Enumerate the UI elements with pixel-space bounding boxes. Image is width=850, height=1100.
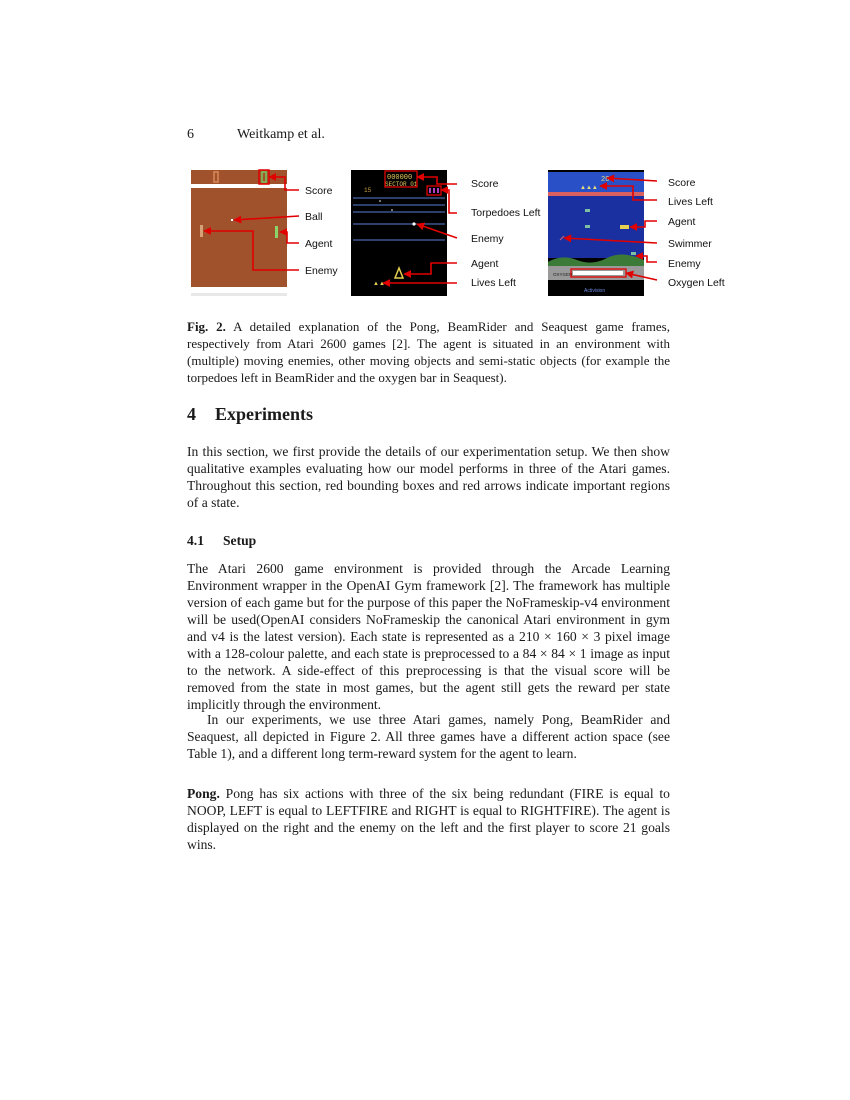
beam-score-text: 000000 [387, 174, 413, 182]
beam-sector-text: SECTOR 01 [385, 181, 418, 188]
sea-water [548, 196, 644, 258]
svg-text:▲▲▲: ▲▲▲ [580, 185, 598, 191]
subsection-heading [187, 533, 256, 549]
setup-paragraph-2: In our experiments, we use three Atari games, namely Pong, BeamRider and Seaquest, all depicted in Figure 2. All three games have a different action space (see Table 1), and a different long term-reward system for the agent to learn. [187, 712, 670, 761]
beam-label-2: Enemy [471, 233, 504, 245]
figure-2-graphic [187, 168, 727, 298]
section-heading [187, 404, 313, 425]
beam-label-0: Score [471, 178, 499, 190]
section-title: Experiments [215, 404, 313, 424]
sea-label-2: Agent [668, 216, 696, 228]
beamrider-panel [351, 170, 541, 296]
pong-run-in-heading: Pong. [187, 786, 220, 801]
figure-2 [187, 168, 727, 298]
running-authors: Weitkamp et al. [237, 127, 325, 142]
svg-text:▲▲: ▲▲ [373, 281, 385, 287]
pong-label-0: Score [305, 185, 333, 197]
sea-brand-text: Activision [584, 288, 606, 294]
section-number: 4 [187, 404, 196, 424]
page-number: 6 [187, 127, 194, 142]
pong-paragraph [187, 785, 670, 853]
running-head [187, 127, 325, 143]
sea-label-4: Enemy [668, 258, 701, 270]
setup-paragraph-1: The Atari 2600 game environment is provided through the Arcade Learning Environment wrapper in the OpenAI Gym framework [2]. The framework has multiple version of each game but for the purpose of this paper the NoFrameskip-v4 environment will be used(OpenAI considers NoFrameskip the canonical Atari environment in gym and v4 is the latest version). Each state is represented as a 210 × 160 × 3 pixel image with a 128-colour palette, and each state is preprocessed to a 84 × 84 × 1 image as input to the network. A side-effect of this preprocessing is that the visual score will be removed from the state in most games, but the agent still gets the reward per state implicitly through the environment. [187, 561, 670, 712]
sea-score-text: 20 [601, 176, 610, 184]
sea-label-5: Oxygen Left [668, 277, 725, 289]
pong-ball [231, 219, 233, 221]
beam-label-1: Torpedoes Left [471, 207, 541, 219]
beam-enemies-text: 15 [364, 187, 372, 194]
subsection-number: 4.1 [187, 533, 204, 548]
sea-oxygen-bar [573, 271, 623, 275]
pong-enemy-paddle [200, 225, 203, 237]
pong-label-1: Ball [305, 211, 323, 223]
figure-caption [187, 318, 670, 386]
caption-text: A detailed explanation of the Pong, BeamRider and Seaquest game frames, respectively from Atari 2600 games [2]. The agent is situated in an environment with (multiple) moving enemies, other moving objects and semi-static objects (for example the torpedoes left in BeamRider and the oxygen bar in Seaquest). [187, 319, 670, 385]
section-intro: In this section, we first provide the details of our experimentation setup. We then show qualitative examples evaluating how our model performs in three of the Atari games. Throughout this section, red bounding boxes and red arrows indicate important regions of a state. [187, 444, 670, 510]
sea-label-3: Swimmer [668, 238, 712, 250]
beam-label-3: Agent [471, 258, 499, 270]
sea-label-1: Lives Left [668, 196, 713, 208]
pong-panel [191, 170, 338, 296]
subsection-title: Setup [223, 533, 257, 548]
sea-oxygen-text: OXYGEN [553, 272, 573, 277]
pong-label-3: Enemy [305, 265, 338, 277]
pong-agent-paddle [275, 226, 278, 238]
seaquest-panel [548, 170, 725, 296]
sea-enemy [631, 252, 636, 255]
beam-enemy [412, 222, 415, 225]
sea-label-0: Score [668, 177, 696, 189]
pong-label-2: Agent [305, 238, 333, 250]
beam-label-4: Lives Left [471, 277, 516, 289]
caption-label: Fig. 2. [187, 319, 226, 334]
pong-paragraph-text: Pong has six actions with three of the six being redundant (FIRE is equal to NOOP, LEFT is equal to LEFTFIRE and RIGHT is equal to RIGHTFIRE). The agent is displayed on the right and the enemy on the left and the first player to score 21 goals wins. [187, 786, 670, 852]
sea-agent-sub [620, 225, 629, 229]
pong-court [191, 188, 287, 287]
